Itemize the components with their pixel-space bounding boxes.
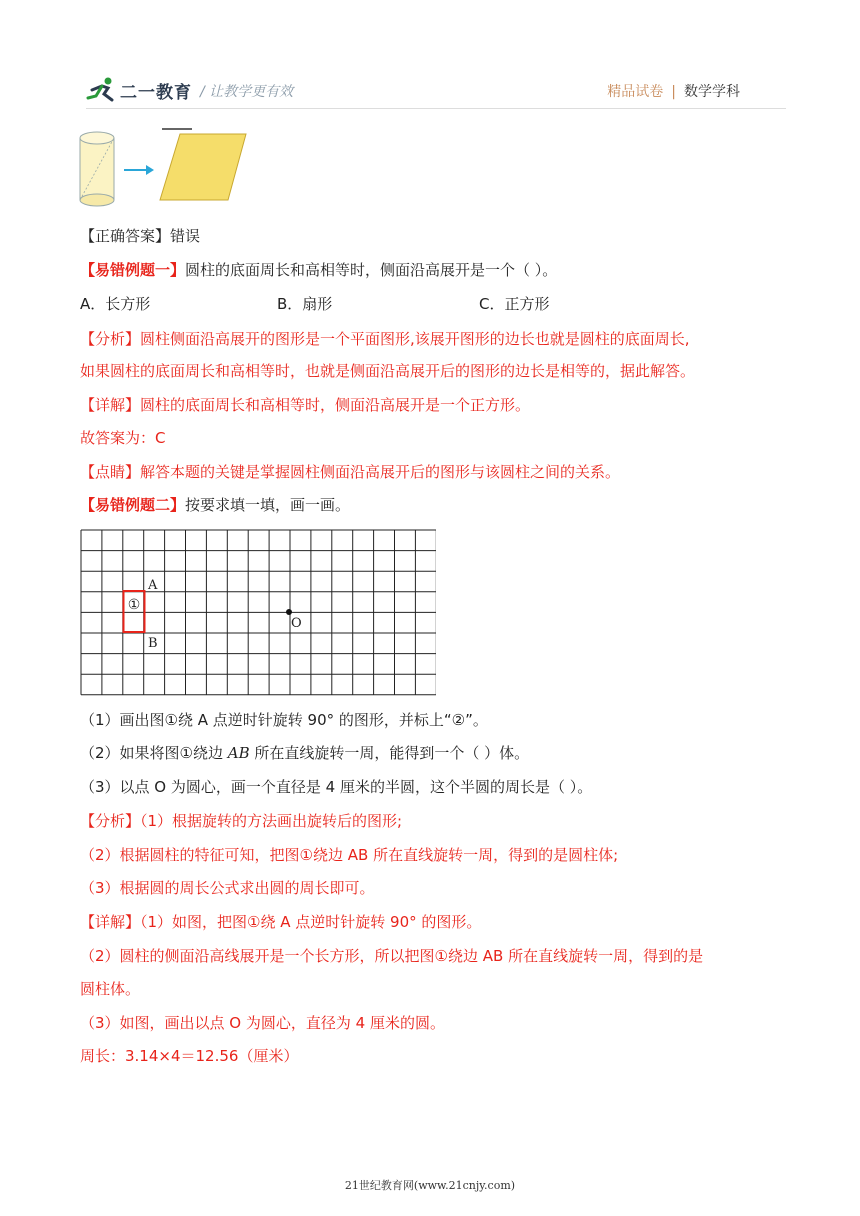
point-o-label: O bbox=[291, 616, 302, 631]
grid-figure bbox=[80, 529, 436, 697]
question-3: （3）以点 O 为圆心，画一个直径是 4 厘米的半圆，这个半圆的周长是（ ）。 bbox=[80, 778, 593, 796]
runner-logo-icon bbox=[86, 76, 118, 104]
shape-1-label: ① bbox=[127, 597, 141, 613]
detail2-line1: 【详解】（1）如图，把图①绕 A 点逆时针旋转 90° 的图形。 bbox=[80, 913, 482, 931]
example2-text: 按要求填一填，画一画。 bbox=[185, 496, 351, 514]
page-header bbox=[86, 72, 776, 108]
analysis2-line1: 【分析】（1）根据旋转的方法画出旋转后的图形; bbox=[80, 812, 403, 830]
slogan: / 让教学更有效 bbox=[200, 84, 294, 100]
detail1: 【详解】圆柱的底面周长和高相等时，侧面沿高展开是一个正方形。 bbox=[80, 396, 531, 414]
arrow-right-icon bbox=[124, 165, 154, 175]
example2-question bbox=[80, 495, 350, 515]
example1-tag: 【易错例题一】 bbox=[80, 261, 186, 279]
parallelogram-shape bbox=[160, 134, 246, 200]
example1-question bbox=[80, 260, 557, 280]
question-1: （1）画出图①绕 A 点逆时针旋转 90° 的图形，并标上“②”。 bbox=[80, 711, 488, 729]
footer-text: 21世纪教育网(www.21cnjy.com) bbox=[344, 1179, 516, 1192]
answer1: 故答案为：C bbox=[80, 429, 166, 447]
question-2 bbox=[80, 743, 529, 763]
analysis2-line3: （3）根据圆的周长公式求出圆的周长即可。 bbox=[80, 879, 375, 897]
cylinder-icon bbox=[80, 132, 114, 206]
point-o bbox=[286, 609, 292, 615]
header-subject: 数学学科 bbox=[684, 84, 740, 100]
option-c: C．正方形 bbox=[479, 295, 550, 313]
perimeter-result: 周长：3.14×4＝12.56（厘米） bbox=[80, 1047, 299, 1065]
question-2-b: 所在直线旋转一周，能得到一个（ ）体。 bbox=[249, 744, 530, 762]
header-separator: | bbox=[671, 84, 676, 100]
point1: 【点睛】解答本题的关键是掌握圆柱侧面沿高展开后的图形与该圆柱之间的关系。 bbox=[80, 463, 621, 481]
correct-answer: 【正确答案】错误 bbox=[80, 227, 201, 245]
header-right bbox=[607, 81, 740, 101]
question-2-ab: AB bbox=[227, 744, 250, 762]
analysis1-line2: 如果圆柱的底面周长和高相等时，也就是侧面沿高展开后的图形的边长是相等的，据此解答。 bbox=[80, 362, 696, 380]
header-divider bbox=[86, 108, 786, 109]
analysis1-line1: 【分析】圆柱侧面沿高展开的图形是一个平面图形,该展开图形的边长也就是圆柱的底面周长, bbox=[80, 330, 690, 348]
detail2-line2a: （2）圆柱的侧面沿高线展开是一个长方形，所以把图①绕边 AB 所在直线旋转一周，得到的是 bbox=[80, 947, 704, 965]
cylinder-unfold-figure bbox=[74, 124, 254, 208]
point-b-label: B bbox=[148, 636, 158, 651]
option-a: A．长方形 bbox=[80, 295, 151, 313]
example1-text: 圆柱的底面周长和高相等时，侧面沿高展开是一个（ ）。 bbox=[185, 261, 558, 279]
point-a-label: A bbox=[148, 578, 158, 593]
analysis2-line2: （2）根据圆柱的特征可知，把图①绕边 AB 所在直线旋转一周，得到的是圆柱体; bbox=[80, 846, 619, 864]
logo-text: 二一教育 bbox=[120, 83, 192, 103]
detail2-line3: （3）如图，画出以点 O 为圆心，直径为 4 厘米的圆。 bbox=[80, 1014, 445, 1032]
detail2-line2b: 圆柱体。 bbox=[80, 980, 141, 998]
option-b: B．扇形 bbox=[277, 295, 333, 313]
question-2-a: （2）如果将图①绕边 bbox=[80, 744, 228, 762]
header-category: 精品试卷 bbox=[607, 84, 664, 100]
example2-tag: 【易错例题二】 bbox=[80, 496, 186, 514]
